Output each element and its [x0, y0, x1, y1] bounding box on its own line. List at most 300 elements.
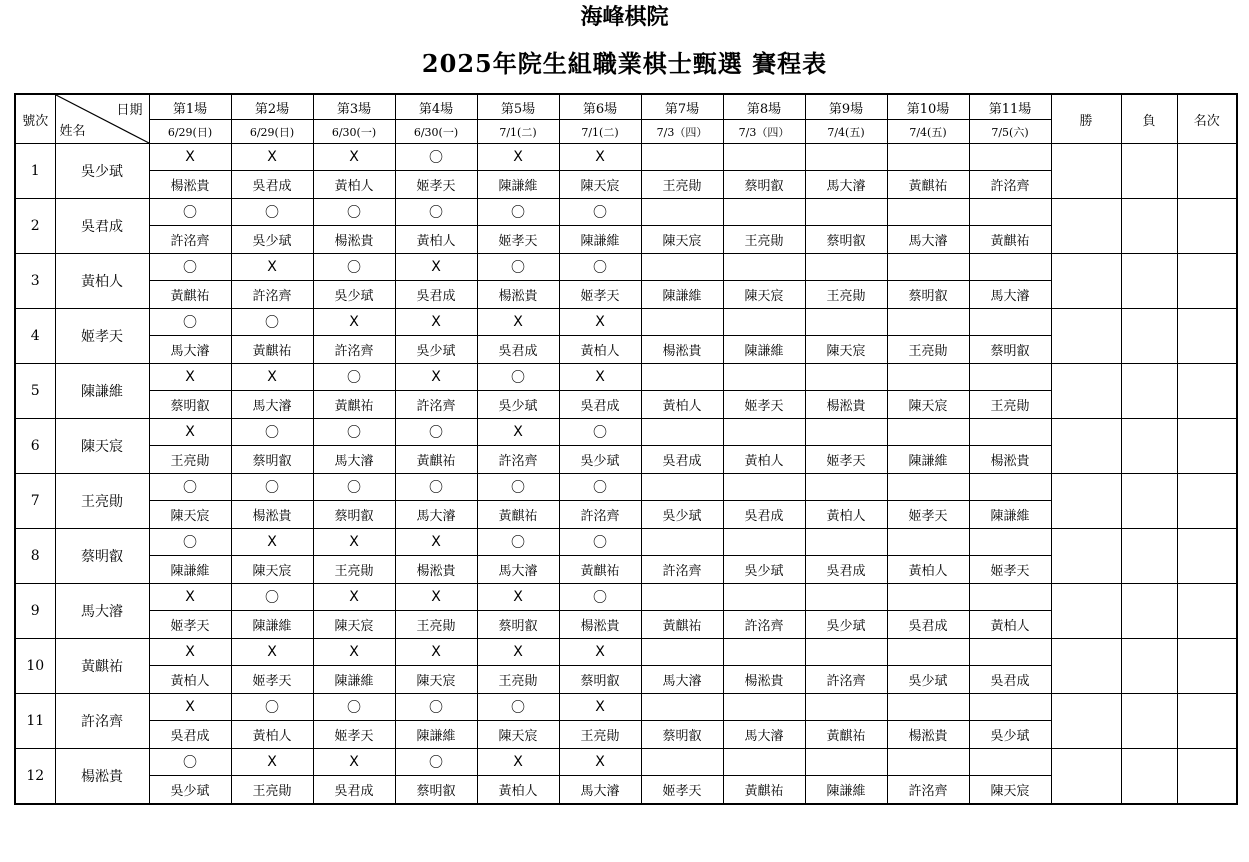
opponent-name: 吳少珷: [641, 501, 723, 529]
player-name: 蔡明叡: [55, 529, 149, 584]
opponent-name: 黃柏人: [149, 666, 231, 694]
opponent-name: 王亮勛: [149, 446, 231, 474]
opponent-name: 馬大濬: [477, 556, 559, 584]
match-result: [887, 584, 969, 611]
opponent-name: 蔡明叡: [559, 666, 641, 694]
match-result: [641, 144, 723, 171]
opponent-name: 王亮勛: [313, 556, 395, 584]
opponent-name: 黃麒祐: [559, 556, 641, 584]
opponent-name: 楊淞貴: [559, 611, 641, 639]
opponent-name: 吳少珷: [723, 556, 805, 584]
match-result: [641, 254, 723, 281]
match-result: 〇: [149, 254, 231, 281]
match-result: [969, 364, 1051, 391]
match-result: 〇: [477, 199, 559, 226]
player-name: 吳君成: [55, 199, 149, 254]
opponent-name: 許洺齊: [969, 171, 1051, 199]
player-result-row: [15, 584, 1237, 611]
match-result: 〇: [477, 529, 559, 556]
match-result: X: [313, 144, 395, 171]
player-name: 馬大濬: [55, 584, 149, 639]
match-result: [723, 639, 805, 666]
match-result: 〇: [559, 254, 641, 281]
opponent-name: 黃柏人: [887, 556, 969, 584]
opponent-name: 陳天宸: [723, 281, 805, 309]
opponent-name: 陳天宸: [805, 336, 887, 364]
opponent-name: 楊淞貴: [395, 556, 477, 584]
match-result: [641, 309, 723, 336]
opponent-name: 許洺齊: [805, 666, 887, 694]
player-number: 5: [15, 364, 55, 419]
match-result: 〇: [477, 364, 559, 391]
opponent-name: 楊淞貴: [805, 391, 887, 419]
player-result-row: [15, 419, 1237, 446]
opponent-name: 馬大濬: [559, 776, 641, 805]
player-number: 10: [15, 639, 55, 694]
player-result-row: [15, 639, 1237, 666]
match-result: 〇: [477, 474, 559, 501]
match-result: 〇: [313, 254, 395, 281]
player-name: 陳天宸: [55, 419, 149, 474]
player-name: 楊淞貴: [55, 749, 149, 805]
match-result: X: [559, 364, 641, 391]
opponent-name: 黃麒祐: [887, 171, 969, 199]
opponent-name: 王亮勛: [231, 776, 313, 805]
place-value: [1177, 639, 1237, 694]
opponent-name: 姬孝天: [723, 391, 805, 419]
opponent-name: 陳天宸: [969, 776, 1051, 805]
match-result: [723, 584, 805, 611]
opponent-name: 姬孝天: [477, 226, 559, 254]
match-result: X: [395, 254, 477, 281]
opponent-name: 黃柏人: [395, 226, 477, 254]
win-count: [1051, 584, 1121, 639]
opponent-name: 姬孝天: [969, 556, 1051, 584]
match-result: X: [477, 419, 559, 446]
opponent-name: 陳謙維: [559, 226, 641, 254]
match-result: [887, 749, 969, 776]
match-result: X: [231, 749, 313, 776]
match-result: [969, 694, 1051, 721]
player-number: 7: [15, 474, 55, 529]
match-result: 〇: [231, 309, 313, 336]
match-result: X: [149, 364, 231, 391]
opponent-name: 黃麒祐: [723, 776, 805, 805]
match-result: [805, 749, 887, 776]
opponent-name: 黃麒祐: [805, 721, 887, 749]
round-date: 7/3（四）: [641, 120, 723, 144]
match-result: [641, 639, 723, 666]
place-header: 名次: [1177, 94, 1237, 144]
player-name: 黃柏人: [55, 254, 149, 309]
opponent-name: 吳君成: [805, 556, 887, 584]
round-header: 第3場: [313, 94, 395, 120]
match-result: [641, 694, 723, 721]
match-result: [805, 639, 887, 666]
match-result: [723, 254, 805, 281]
opponent-name: 蔡明叡: [887, 281, 969, 309]
opponent-name: 陳天宸: [231, 556, 313, 584]
match-result: 〇: [395, 144, 477, 171]
match-result: 〇: [395, 474, 477, 501]
opponent-name: 陳天宸: [477, 721, 559, 749]
match-result: 〇: [149, 199, 231, 226]
opponent-name: 吳少珷: [149, 776, 231, 805]
round-date: 6/30(一): [313, 120, 395, 144]
opponent-name: 蔡明叡: [313, 501, 395, 529]
opponent-name: 吳君成: [149, 721, 231, 749]
loss-count: [1121, 474, 1177, 529]
match-result: 〇: [313, 364, 395, 391]
place-value: [1177, 694, 1237, 749]
match-result: [969, 254, 1051, 281]
player-result-row: [15, 694, 1237, 721]
round-header: 第2場: [231, 94, 313, 120]
opponent-name: 王亮勛: [477, 666, 559, 694]
match-result: 〇: [559, 529, 641, 556]
match-result: 〇: [313, 419, 395, 446]
match-result: 〇: [149, 309, 231, 336]
match-result: X: [149, 419, 231, 446]
match-result: 〇: [395, 419, 477, 446]
opponent-name: 陳謙維: [313, 666, 395, 694]
player-number: 12: [15, 749, 55, 805]
opponent-name: 楊淞貴: [887, 721, 969, 749]
match-result: X: [559, 749, 641, 776]
opponent-name: 陳謙維: [805, 776, 887, 805]
place-value: [1177, 309, 1237, 364]
opponent-name: 姬孝天: [395, 171, 477, 199]
opponent-name: 許洺齊: [887, 776, 969, 805]
player-result-row: [15, 144, 1237, 171]
match-result: 〇: [231, 419, 313, 446]
match-result: 〇: [559, 419, 641, 446]
opponent-name: 吳少珷: [313, 281, 395, 309]
player-result-row: [15, 364, 1237, 391]
round-header: 第7場: [641, 94, 723, 120]
opponent-name: 姬孝天: [887, 501, 969, 529]
opponent-name: 馬大濬: [395, 501, 477, 529]
loss-count: [1121, 639, 1177, 694]
match-result: [805, 364, 887, 391]
match-result: 〇: [231, 584, 313, 611]
player-number: 11: [15, 694, 55, 749]
loss-count: [1121, 254, 1177, 309]
match-result: [969, 474, 1051, 501]
match-result: 〇: [231, 199, 313, 226]
opponent-name: 馬大濬: [313, 446, 395, 474]
match-result: X: [231, 529, 313, 556]
opponent-name: 蔡明叡: [805, 226, 887, 254]
player-result-row: [15, 254, 1237, 281]
round-date: 6/29(日): [231, 120, 313, 144]
win-count: [1051, 144, 1121, 199]
opponent-name: 吳少珷: [969, 721, 1051, 749]
match-result: X: [231, 144, 313, 171]
round-date: 7/5(六): [969, 120, 1051, 144]
schedule-table: [14, 93, 1238, 805]
opponent-name: 吳君成: [559, 391, 641, 419]
match-result: [969, 199, 1051, 226]
loss-count: [1121, 749, 1177, 805]
opponent-name: 姬孝天: [559, 281, 641, 309]
opponent-name: 吳君成: [231, 171, 313, 199]
opponent-name: 馬大濬: [641, 666, 723, 694]
opponent-name: 黃柏人: [805, 501, 887, 529]
match-result: [969, 584, 1051, 611]
opponent-name: 黃麒祐: [313, 391, 395, 419]
opponent-name: 陳天宸: [149, 501, 231, 529]
match-result: X: [395, 529, 477, 556]
opponent-name: 黃麒祐: [641, 611, 723, 639]
round-date: 7/4(五): [805, 120, 887, 144]
opponent-name: 黃麒祐: [477, 501, 559, 529]
place-value: [1177, 254, 1237, 309]
opponent-name: 陳天宸: [313, 611, 395, 639]
match-result: [969, 309, 1051, 336]
opponent-name: 楊淞貴: [231, 501, 313, 529]
player-number: 4: [15, 309, 55, 364]
win-count: [1051, 199, 1121, 254]
round-header: 第5場: [477, 94, 559, 120]
match-result: [805, 419, 887, 446]
opponent-name: 王亮勛: [395, 611, 477, 639]
match-result: [887, 639, 969, 666]
match-result: [887, 254, 969, 281]
schedule-title: 2025年院生組職業棋士甄選 賽程表: [421, 49, 828, 78]
match-result: 〇: [313, 474, 395, 501]
match-result: 〇: [149, 749, 231, 776]
opponent-name: 許洺齊: [231, 281, 313, 309]
player-name: 姬孝天: [55, 309, 149, 364]
match-result: X: [477, 584, 559, 611]
opponent-name: 吳少珷: [231, 226, 313, 254]
player-name: 許洺齊: [55, 694, 149, 749]
match-result: [805, 694, 887, 721]
opponent-name: 楊淞貴: [313, 226, 395, 254]
match-result: 〇: [313, 199, 395, 226]
match-result: X: [395, 584, 477, 611]
match-result: 〇: [149, 474, 231, 501]
loss-count: [1121, 199, 1177, 254]
match-result: X: [313, 529, 395, 556]
match-result: [641, 199, 723, 226]
loss-count: [1121, 584, 1177, 639]
loss-count: [1121, 529, 1177, 584]
match-result: X: [559, 144, 641, 171]
opponent-name: 吳少珷: [805, 611, 887, 639]
opponent-name: 陳天宸: [395, 666, 477, 694]
match-result: X: [149, 144, 231, 171]
place-value: [1177, 584, 1237, 639]
opponent-name: 蔡明叡: [395, 776, 477, 805]
rank-header: 號次: [15, 94, 55, 144]
match-result: X: [395, 639, 477, 666]
match-result: X: [559, 639, 641, 666]
match-result: 〇: [559, 199, 641, 226]
opponent-name: 蔡明叡: [641, 721, 723, 749]
match-result: X: [477, 309, 559, 336]
opponent-name: 許洺齊: [149, 226, 231, 254]
opponent-name: 許洺齊: [313, 336, 395, 364]
opponent-name: 蔡明叡: [723, 171, 805, 199]
match-result: 〇: [313, 694, 395, 721]
win-count: [1051, 474, 1121, 529]
match-result: 〇: [149, 529, 231, 556]
round-header: 第1場: [149, 94, 231, 120]
opponent-name: 許洺齊: [723, 611, 805, 639]
opponent-name: 吳君成: [969, 666, 1051, 694]
loss-count: [1121, 419, 1177, 474]
player-number: 9: [15, 584, 55, 639]
match-result: [805, 474, 887, 501]
round-header: 第4場: [395, 94, 477, 120]
match-result: 〇: [559, 584, 641, 611]
player-result-row: [15, 199, 1237, 226]
match-result: X: [395, 364, 477, 391]
date-label: 日期: [116, 103, 143, 118]
place-value: [1177, 144, 1237, 199]
opponent-name: 王亮勛: [559, 721, 641, 749]
place-value: [1177, 529, 1237, 584]
opponent-name: 馬大濬: [149, 336, 231, 364]
opponent-name: 陳天宸: [641, 226, 723, 254]
match-result: [723, 199, 805, 226]
match-result: [887, 309, 969, 336]
opponent-name: 陳謙維: [969, 501, 1051, 529]
opponent-name: 吳少珷: [559, 446, 641, 474]
opponent-name: 楊淞貴: [641, 336, 723, 364]
match-result: X: [313, 584, 395, 611]
opponent-name: 陳謙維: [641, 281, 723, 309]
match-result: [969, 419, 1051, 446]
match-result: X: [559, 694, 641, 721]
match-result: 〇: [559, 474, 641, 501]
opponent-name: 蔡明叡: [477, 611, 559, 639]
match-result: [887, 144, 969, 171]
match-result: 〇: [477, 694, 559, 721]
match-result: [723, 474, 805, 501]
match-result: [887, 474, 969, 501]
match-result: [805, 309, 887, 336]
loss-count: [1121, 364, 1177, 419]
opponent-name: 黃麒祐: [969, 226, 1051, 254]
opponent-name: 姬孝天: [641, 776, 723, 805]
player-result-row: [15, 749, 1237, 776]
opponent-name: 王亮勛: [805, 281, 887, 309]
round-header: 第8場: [723, 94, 805, 120]
match-result: [805, 584, 887, 611]
opponent-name: 王亮勛: [887, 336, 969, 364]
match-result: X: [477, 144, 559, 171]
opponent-name: 黃麒祐: [395, 446, 477, 474]
opponent-name: 王亮勛: [723, 226, 805, 254]
win-header: 勝: [1051, 94, 1121, 144]
round-date: 6/29(日): [149, 120, 231, 144]
match-result: X: [313, 639, 395, 666]
match-result: [723, 419, 805, 446]
place-value: [1177, 199, 1237, 254]
opponent-name: 許洺齊: [641, 556, 723, 584]
opponent-name: 王亮勛: [969, 391, 1051, 419]
win-count: [1051, 749, 1121, 805]
round-date: 7/1(二): [559, 120, 641, 144]
opponent-name: 黃麒祐: [231, 336, 313, 364]
player-number: 2: [15, 199, 55, 254]
opponent-name: 吳君成: [641, 446, 723, 474]
round-date: 7/3（四）: [723, 120, 805, 144]
match-result: [723, 364, 805, 391]
match-result: [969, 144, 1051, 171]
opponent-name: 許洺齊: [477, 446, 559, 474]
opponent-name: 陳謙維: [395, 721, 477, 749]
opponent-name: 蔡明叡: [149, 391, 231, 419]
opponent-name: 馬大濬: [805, 171, 887, 199]
opponent-name: 姬孝天: [805, 446, 887, 474]
player-number: 1: [15, 144, 55, 199]
match-result: [641, 584, 723, 611]
round-header: 第9場: [805, 94, 887, 120]
win-count: [1051, 529, 1121, 584]
match-result: X: [149, 694, 231, 721]
opponent-name: 吳君成: [313, 776, 395, 805]
win-count: [1051, 419, 1121, 474]
opponent-name: 陳謙維: [149, 556, 231, 584]
match-result: 〇: [395, 694, 477, 721]
opponent-name: 黃柏人: [969, 611, 1051, 639]
win-count: [1051, 639, 1121, 694]
win-count: [1051, 254, 1121, 309]
match-result: [641, 419, 723, 446]
opponent-name: 姬孝天: [313, 721, 395, 749]
player-name: 王亮勛: [55, 474, 149, 529]
opponent-name: 楊淞貴: [969, 446, 1051, 474]
match-result: [805, 144, 887, 171]
match-result: [723, 144, 805, 171]
match-result: [723, 529, 805, 556]
player-name: 黃麒祐: [55, 639, 149, 694]
match-result: 〇: [477, 254, 559, 281]
opponent-name: 楊淞貴: [723, 666, 805, 694]
opponent-name: 許洺齊: [559, 501, 641, 529]
match-result: X: [313, 309, 395, 336]
match-result: [969, 749, 1051, 776]
match-result: X: [149, 639, 231, 666]
win-count: [1051, 364, 1121, 419]
match-result: [641, 474, 723, 501]
date-name-header: [55, 94, 149, 144]
match-result: 〇: [395, 199, 477, 226]
match-result: X: [477, 639, 559, 666]
match-result: X: [231, 639, 313, 666]
opponent-name: 蔡明叡: [969, 336, 1051, 364]
organization-title: 海峰棋院: [580, 4, 669, 30]
place-value: [1177, 749, 1237, 805]
opponent-name: 姬孝天: [149, 611, 231, 639]
opponent-name: 黃柏人: [231, 721, 313, 749]
match-result: X: [313, 749, 395, 776]
player-result-row: [15, 529, 1237, 556]
opponent-name: 馬大濬: [723, 721, 805, 749]
opponent-name: 蔡明叡: [231, 446, 313, 474]
opponent-name: 黃柏人: [641, 391, 723, 419]
round-date: 7/4(五): [887, 120, 969, 144]
opponent-name: 黃柏人: [723, 446, 805, 474]
match-result: [641, 364, 723, 391]
match-result: [887, 694, 969, 721]
match-result: [723, 694, 805, 721]
match-result: X: [149, 584, 231, 611]
